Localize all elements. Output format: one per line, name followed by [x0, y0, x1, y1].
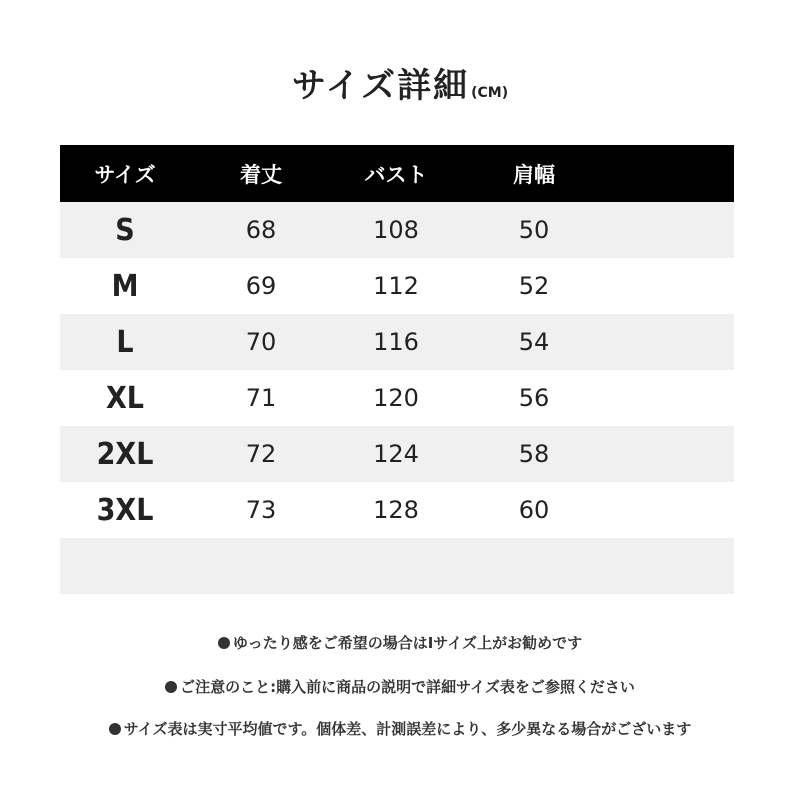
note-text: サイズ表は実寸平均値です。個体差、計測誤差により、多少異なる場合がございます — [123, 720, 692, 738]
length-value: 70 — [245, 328, 277, 356]
table-row — [60, 482, 734, 538]
note-2 — [0, 676, 800, 697]
shoulder-value: 54 — [518, 328, 550, 356]
bust-value: 108 — [373, 216, 419, 244]
bullet-icon — [109, 723, 121, 735]
header-shoulder: 肩幅 — [513, 162, 555, 187]
header-bust: バスト — [364, 162, 428, 187]
note-3 — [0, 718, 800, 739]
bullet-icon — [165, 681, 177, 693]
shoulder-value: 58 — [518, 440, 550, 468]
length-value: 69 — [245, 272, 277, 300]
shoulder-value: 52 — [518, 272, 550, 300]
length-value: 71 — [245, 384, 277, 412]
table-row — [60, 202, 734, 258]
bust-value: 124 — [373, 440, 419, 468]
title-unit: (CM) — [471, 85, 509, 101]
bullet-icon — [218, 637, 230, 649]
table-header-row — [60, 145, 734, 202]
size-label: XL — [105, 380, 144, 416]
table-row — [60, 370, 734, 426]
length-value: 73 — [245, 496, 277, 524]
header-length: 着丈 — [240, 162, 282, 187]
note-1 — [0, 632, 800, 653]
title-main: サイズ詳細 — [291, 66, 470, 106]
note-text: ご注意のこと:購入前に商品の説明で詳細サイズ表をご参照ください — [180, 678, 635, 696]
page-title — [0, 58, 800, 107]
table-empty-row — [60, 538, 734, 594]
size-label: 3XL — [96, 492, 154, 528]
length-value: 72 — [245, 440, 277, 468]
size-label: 2XL — [96, 436, 154, 472]
table-row — [60, 314, 734, 370]
bust-value: 120 — [373, 384, 419, 412]
shoulder-value: 56 — [518, 384, 550, 412]
note-text: ゆったり感をご希望の場合はIサイズ上がお勧めです — [232, 634, 583, 652]
bust-value: 128 — [373, 496, 419, 524]
size-label: L — [116, 324, 134, 360]
bust-value: 112 — [373, 272, 419, 300]
size-label: M — [111, 268, 139, 304]
length-value: 68 — [245, 216, 277, 244]
size-label: S — [115, 212, 135, 248]
header-size: サイズ — [94, 162, 156, 187]
shoulder-value: 60 — [518, 496, 550, 524]
bust-value: 116 — [373, 328, 419, 356]
size-table — [60, 145, 734, 594]
table-row — [60, 426, 734, 482]
shoulder-value: 50 — [518, 216, 550, 244]
table-row — [60, 258, 734, 314]
